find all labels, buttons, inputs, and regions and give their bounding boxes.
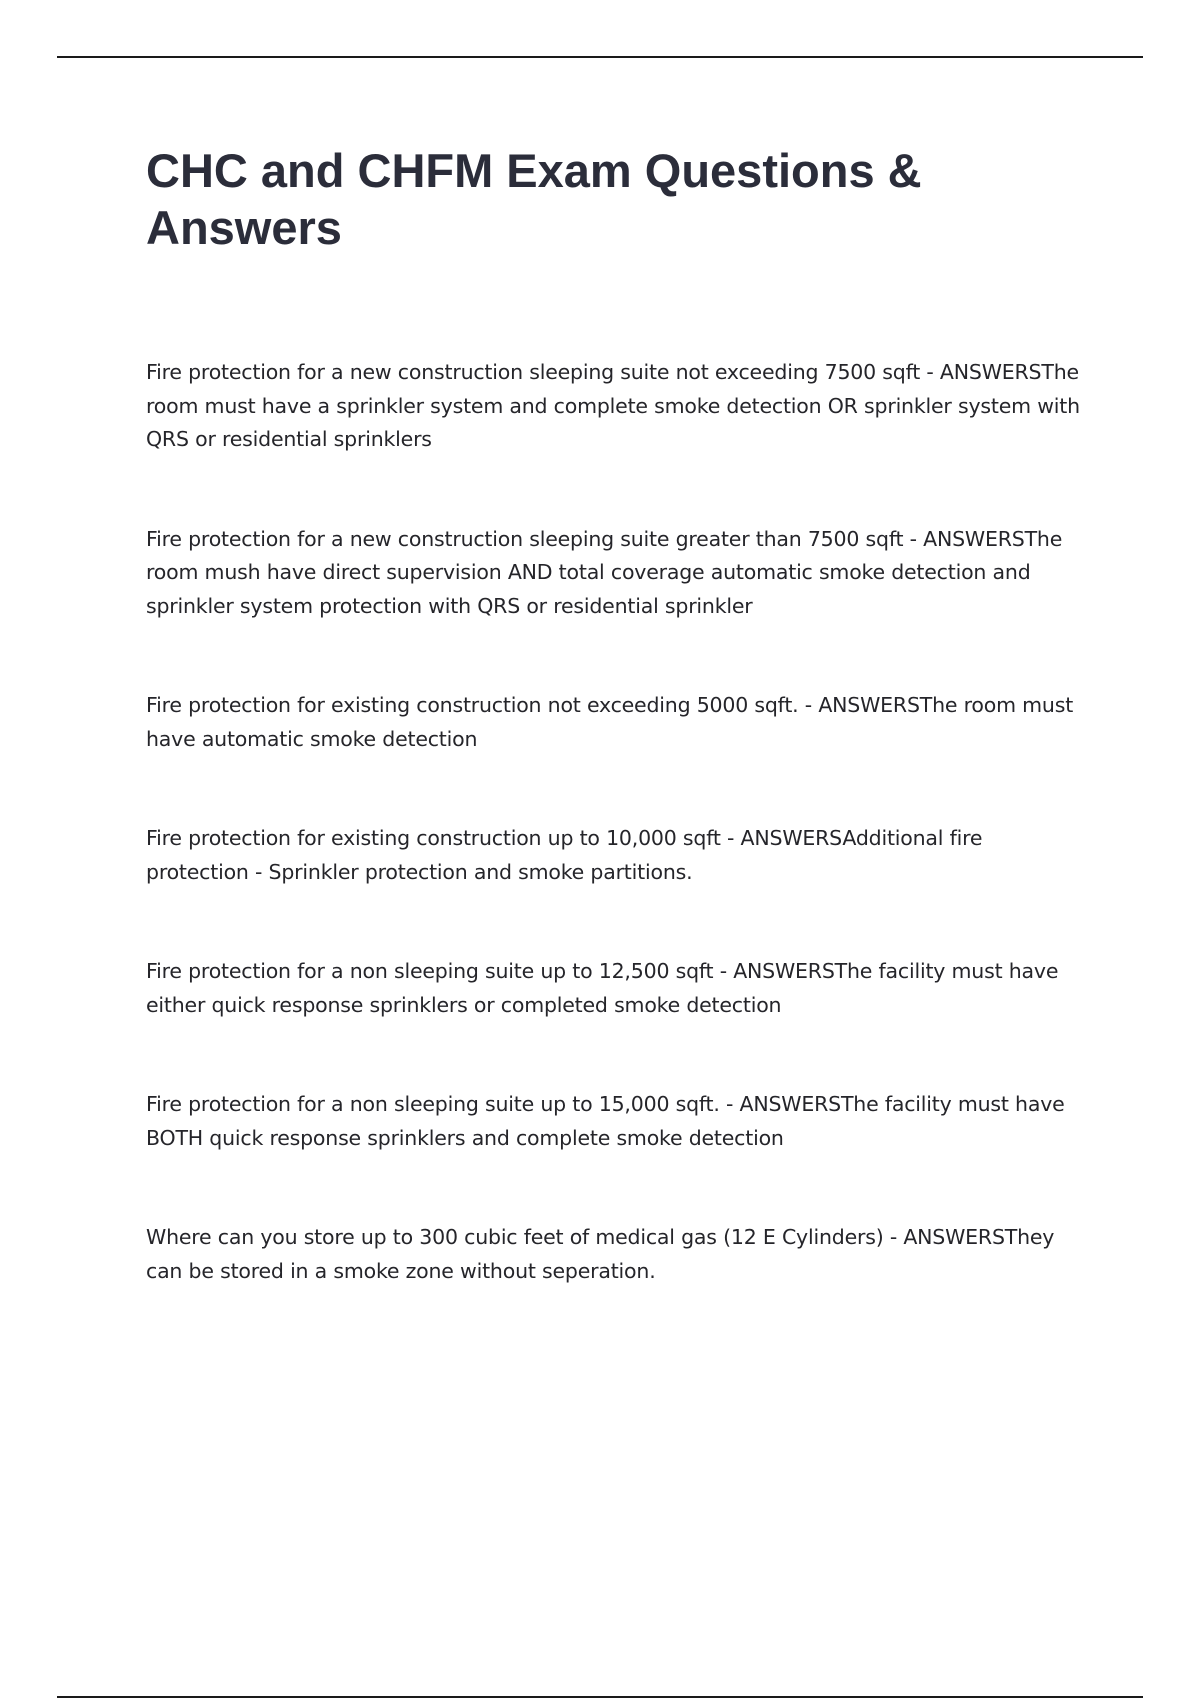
header-rule (57, 56, 1143, 58)
qa-entry: Fire protection for a new construction sleeping suite not exceeding 7500 sqft - ANSWERSThe room must have a sprinkler system and complete smoke detection OR sprinkler system with QRS or residential sprinklers (146, 360, 1080, 451)
footer-rule (57, 1696, 1143, 1698)
qa-entry: Fire protection for existing construction up to 10,000 sqft - ANSWERSAdditional fire protection - Sprinkler protection and smoke partitions. (146, 826, 983, 884)
qa-list (146, 356, 1091, 1354)
qa-entry: Fire protection for a new construction sleeping suite greater than 7500 sqft - ANSWERSThe room mush have direct supervision AND total coverage automatic smoke detection and sprinkler system protection with QRS or residential sprinkler (146, 526, 1063, 618)
qa-entry: Fire protection for existing construction not exceeding 5000 sqft. - ANSWERSThe room must have automatic smoke detection (146, 693, 1074, 751)
qa-entry: Fire protection for a non sleeping suite up to 15,000 sqft. - ANSWERSThe facility must have BOTH quick response sprinklers and complete smoke detection (146, 1092, 1065, 1150)
qa-entry: Where can you store up to 300 cubic feet of medical gas (12 E Cylinders) - ANSWERSThey can be stored in a smoke zone without seperation. (146, 1225, 1055, 1283)
document-title: CHC and CHFM Exam Questions & Answers (146, 144, 922, 254)
qa-entry: Fire protection for a non sleeping suite up to 12,500 sqft - ANSWERSThe facility must have either quick response sprinklers or completed smoke detection (146, 959, 1059, 1017)
